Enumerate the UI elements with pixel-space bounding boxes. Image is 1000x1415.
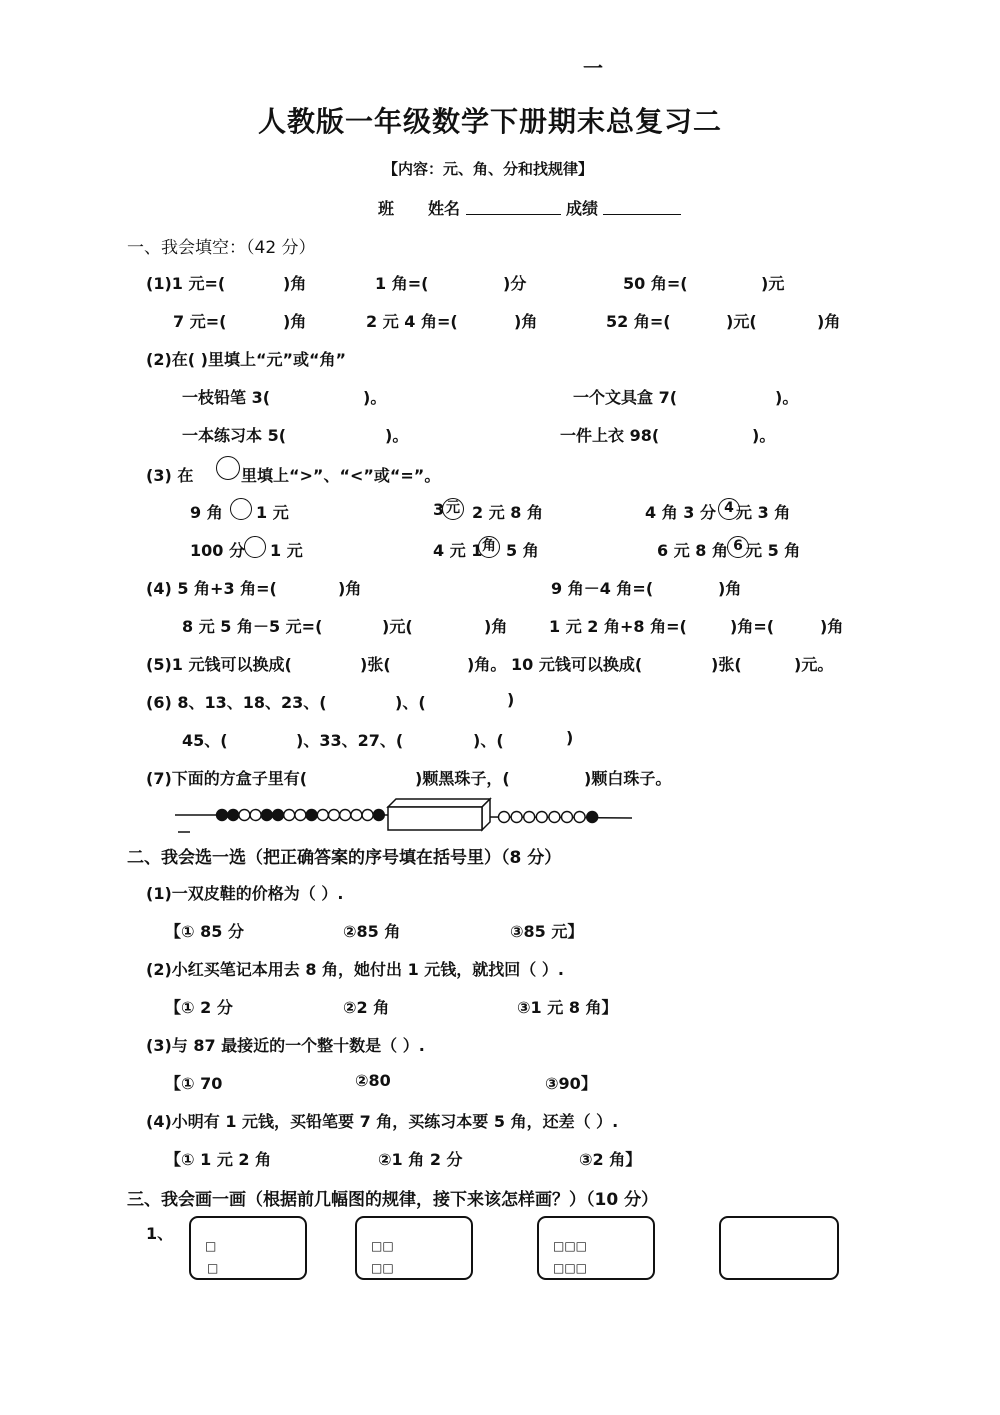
q3-r2a: 100 分 bbox=[190, 541, 245, 560]
box-top bbox=[388, 799, 490, 807]
s2-q2-stem: (2)小红买笔记本用去 8 角，她付出 1 元钱，就找回（ ）. bbox=[146, 960, 564, 979]
q1-c2: )元 bbox=[761, 274, 785, 293]
q6-b4: ) bbox=[566, 728, 574, 747]
square-icon: □□ bbox=[371, 1261, 394, 1275]
q1-a2: )角 bbox=[283, 274, 307, 293]
square-icon: □□□ bbox=[553, 1239, 588, 1253]
section2-heading: 二、我会选一选（把正确答案的序号填在括号里）（8 分） bbox=[127, 848, 562, 868]
score-label: 成绩 bbox=[566, 199, 599, 218]
q2-d2: )。 bbox=[752, 426, 776, 445]
s2-q2-o1[interactable]: 【① 2 分 bbox=[165, 998, 233, 1017]
q3-r2a2: 1 元 bbox=[270, 541, 303, 560]
q3-r2c2: 元 5 角 bbox=[746, 541, 801, 560]
white-bead bbox=[362, 810, 373, 821]
beads-left-group bbox=[217, 810, 385, 821]
square-icon: □ bbox=[205, 1239, 217, 1253]
q4-a2: )角 bbox=[338, 579, 362, 598]
s2-q4-o3[interactable]: ③2 角】 bbox=[579, 1150, 642, 1169]
square-icon: □□□ bbox=[553, 1261, 588, 1275]
s2-q2-o3[interactable]: ③1 元 8 角】 bbox=[517, 998, 618, 1017]
s2-q1-stem: (1)一双皮鞋的价格为（ ）. bbox=[146, 884, 344, 903]
pattern-box-answer[interactable] bbox=[719, 1216, 839, 1280]
page-title: 人教版一年级数学下册期末总复习二 bbox=[258, 105, 723, 138]
q7-a2: )颗黑珠子，( bbox=[415, 769, 510, 788]
q3-prompt-a: (3) 在 bbox=[146, 466, 194, 485]
q4-d3: )角 bbox=[820, 617, 844, 636]
q4-b: 9 角－4 角=( bbox=[551, 579, 654, 598]
q1-f2: )元( bbox=[726, 312, 757, 331]
q5-b3: )元。 bbox=[794, 655, 834, 674]
s2-q3-o2[interactable]: ②80 bbox=[355, 1071, 391, 1090]
pattern-box-3 bbox=[537, 1216, 655, 1280]
score-blank[interactable] bbox=[603, 198, 681, 215]
white-bead bbox=[239, 810, 250, 821]
q3-r2b2: 5 角 bbox=[506, 541, 539, 560]
black-bead bbox=[217, 810, 228, 821]
q2-a2: )。 bbox=[363, 388, 387, 407]
q2-c2: )。 bbox=[385, 426, 409, 445]
q3-prompt-b: 里填上“>”、“<”或“=”。 bbox=[241, 466, 441, 485]
q3-r1a2: 1 元 bbox=[256, 503, 289, 522]
black-bead bbox=[228, 810, 239, 821]
white-bead bbox=[536, 812, 547, 823]
q6-a: (6) 8、13、18、23、( bbox=[146, 693, 327, 712]
page-mark: 一 bbox=[583, 56, 603, 80]
circle-icon bbox=[216, 456, 240, 480]
white-bead bbox=[351, 810, 362, 821]
s2-q4-o2[interactable]: ②1 角 2 分 bbox=[378, 1150, 463, 1169]
white-bead bbox=[284, 810, 295, 821]
q4-c: 8 元 5 角－5 元=( bbox=[182, 617, 323, 636]
q6-a2: )、( bbox=[395, 693, 426, 712]
q3-r2b: 4 元 1 bbox=[433, 541, 483, 560]
name-label: 姓名 bbox=[428, 199, 461, 218]
q4-c3: )角 bbox=[484, 617, 508, 636]
q2-b2: )。 bbox=[775, 388, 799, 407]
q1-b: 1 角=( bbox=[375, 274, 429, 293]
pattern-box-1 bbox=[189, 1216, 307, 1280]
black-bead bbox=[273, 810, 284, 821]
s2-q3-stem: (3)与 87 最接近的一个整十数是（ ）. bbox=[146, 1036, 425, 1055]
q5-a3: )角。 bbox=[467, 655, 507, 674]
black-bead bbox=[373, 810, 384, 821]
white-bead bbox=[562, 812, 573, 823]
q5-a2: )张( bbox=[360, 655, 391, 674]
q1-d2: )角 bbox=[283, 312, 307, 331]
white-bead bbox=[524, 812, 535, 823]
q7-a: (7)下面的方盒子里有( bbox=[146, 769, 308, 788]
q1-c: 50 角=( bbox=[623, 274, 688, 293]
q4-c2: )元( bbox=[382, 617, 413, 636]
q3-r2c: 6 元 8 角 bbox=[657, 541, 728, 560]
s2-q1-o2[interactable]: ②85 角 bbox=[343, 922, 401, 941]
s3-item-label: 1、 bbox=[146, 1224, 174, 1243]
q4-d: 1 元 2 角+8 角=( bbox=[549, 617, 687, 636]
q3-r1a: 9 角 bbox=[190, 503, 223, 522]
q4-a: (4) 5 角+3 角=( bbox=[146, 579, 277, 598]
compare-circle[interactable]: 4 bbox=[718, 498, 740, 520]
white-bead bbox=[574, 812, 585, 823]
q6-b2: )、33、27、( bbox=[296, 731, 404, 750]
section3-heading: 三、我会画一画（根据前几幅图的规律，接下来该怎样画？）（10 分） bbox=[127, 1190, 659, 1210]
compare-circle[interactable]: 元 bbox=[442, 498, 464, 520]
s2-q3-o3[interactable]: ③90】 bbox=[545, 1074, 597, 1093]
white-bead bbox=[329, 810, 340, 821]
bead-string-diagram bbox=[170, 795, 640, 841]
q2-d: 一件上衣 98( bbox=[560, 426, 660, 445]
q2-a: 一枝铅笔 3( bbox=[182, 388, 271, 407]
q6-b3: )、( bbox=[473, 731, 504, 750]
s2-q4-stem: (4)小明有 1 元钱，买铅笔要 7 角，买练习本要 5 角，还差（ ）. bbox=[146, 1112, 619, 1131]
q1-f3: )角 bbox=[817, 312, 841, 331]
compare-circle[interactable] bbox=[230, 498, 252, 520]
white-bead bbox=[250, 810, 261, 821]
black-bead bbox=[306, 810, 317, 821]
white-bead bbox=[295, 810, 306, 821]
q5-b2: )张( bbox=[711, 655, 742, 674]
black-bead bbox=[261, 810, 272, 821]
white-bead bbox=[511, 812, 522, 823]
s2-q4-o1[interactable]: 【① 1 元 2 角 bbox=[165, 1150, 272, 1169]
black-bead bbox=[587, 812, 598, 823]
q6-b: 45、( bbox=[182, 731, 228, 750]
s2-q3-o1[interactable]: 【① 70 bbox=[165, 1074, 223, 1093]
square-icon: □ bbox=[207, 1261, 219, 1275]
subtitle: 【内容：元、角、分和找规律】 bbox=[383, 160, 594, 178]
q5-b: 10 元钱可以换成( bbox=[511, 655, 643, 674]
q5-a: (5)1 元钱可以换成( bbox=[146, 655, 292, 674]
q1-a: (1)1 元=( bbox=[146, 274, 226, 293]
q1-e: 2 元 4 角=( bbox=[366, 312, 458, 331]
white-bead bbox=[340, 810, 351, 821]
q1-b2: )分 bbox=[503, 274, 527, 293]
q2-prompt: (2)在( )里填上“元”或“角” bbox=[146, 350, 347, 369]
compare-circle[interactable]: 6 bbox=[727, 536, 749, 558]
white-bead bbox=[499, 812, 510, 823]
white-bead bbox=[317, 810, 328, 821]
q1-f: 52 角=( bbox=[606, 312, 671, 331]
q1-d: 7 元=( bbox=[173, 312, 227, 331]
box-front bbox=[388, 807, 482, 830]
q4-b2: )角 bbox=[718, 579, 742, 598]
name-blank[interactable] bbox=[466, 198, 561, 215]
square-icon: □□ bbox=[371, 1239, 394, 1253]
q7-a3: )颗白珠子。 bbox=[584, 769, 672, 788]
q3-r1c2: 元 3 角 bbox=[736, 503, 791, 522]
q2-b: 一个文具盒 7( bbox=[573, 388, 678, 407]
section1-heading: 一、我会填空：（42 分） bbox=[127, 238, 316, 258]
s2-q2-o2[interactable]: ②2 角 bbox=[343, 998, 390, 1017]
class-label: 班 bbox=[378, 199, 395, 218]
q3-r1c: 4 角 3 分 bbox=[645, 503, 716, 522]
q6-a3: ) bbox=[507, 690, 515, 709]
pattern-box-2 bbox=[355, 1216, 473, 1280]
q1-e2: )角 bbox=[514, 312, 538, 331]
s2-q1-o1[interactable]: 【① 85 分 bbox=[165, 922, 244, 941]
white-bead bbox=[549, 812, 560, 823]
compare-circle[interactable]: 角 bbox=[478, 536, 500, 558]
s2-q1-o3[interactable]: ③85 元】 bbox=[510, 922, 584, 941]
q3-r1b2: 2 元 8 角 bbox=[472, 503, 543, 522]
q2-c: 一本练习本 5( bbox=[182, 426, 287, 445]
q4-d2: )角=( bbox=[730, 617, 775, 636]
q3-r1b: 3 bbox=[433, 500, 445, 519]
compare-circle[interactable] bbox=[244, 536, 266, 558]
